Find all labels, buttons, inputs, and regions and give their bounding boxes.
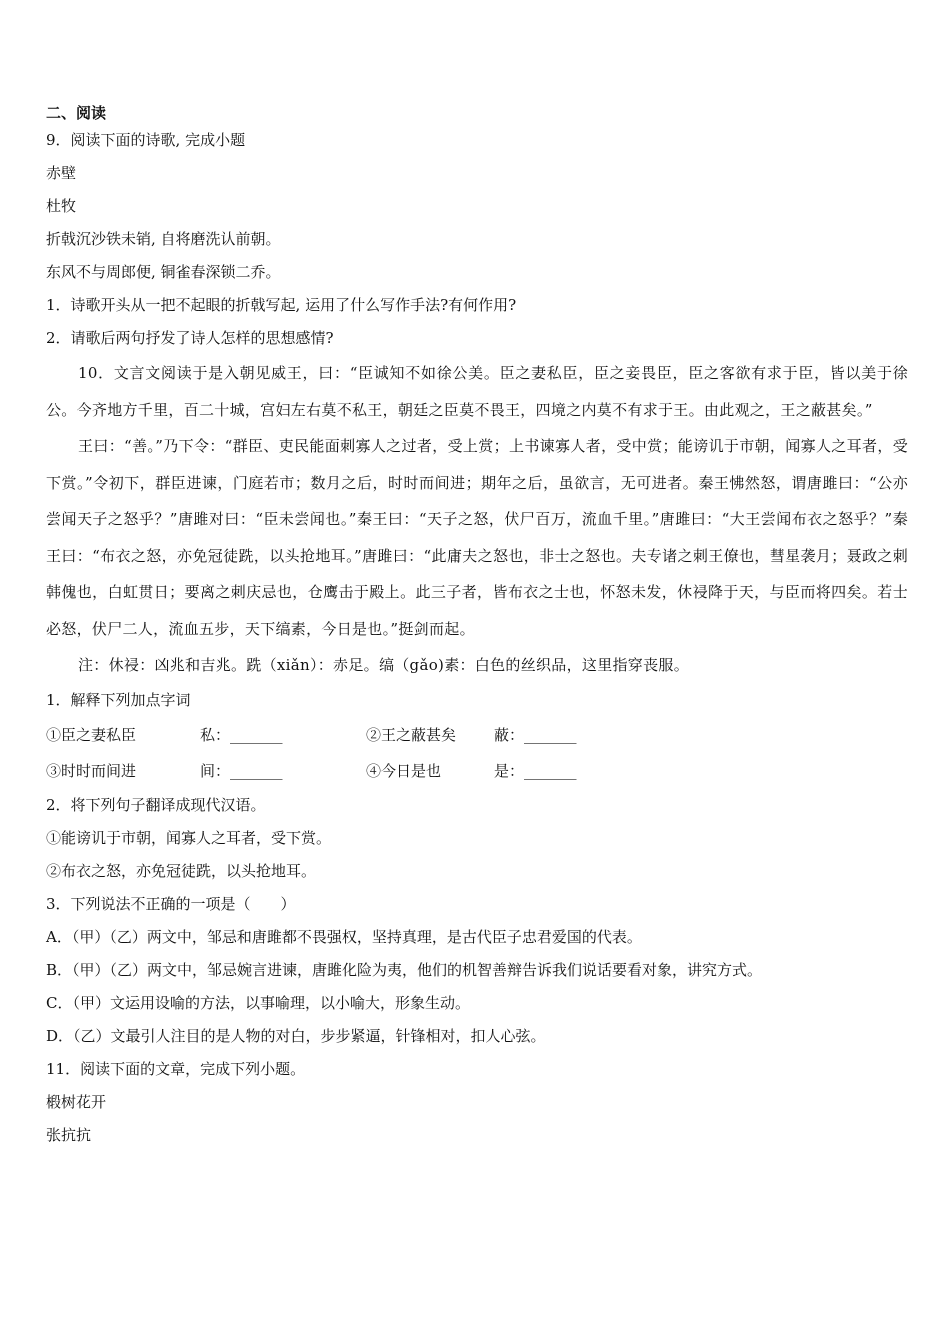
explain-sentence: ②王之蔽甚矣 bbox=[366, 725, 457, 744]
choice-option-d: D．（乙）文最引人注目的是人物的对白，步步紧逼，针锋相对，扣人心弦。 bbox=[46, 1026, 546, 1045]
poem-line: 折戟沉沙铁未销, 自将磨洗认前朝。 bbox=[46, 230, 281, 248]
q9-prompt: 9．阅读下面的诗歌, 完成小题 bbox=[46, 131, 246, 149]
article-author: 张抗抗 bbox=[46, 1125, 92, 1144]
q10-note: 注：休祲：凶兆和吉兆。跣（xiǎn）：赤足。缟（gǎo)素：白色的丝织品，这里指穿丧服。 bbox=[78, 656, 689, 674]
q10-passage-paragraph: 王曰：“善。”乃下令：“群臣、吏民能面刺寡人之过者，受上赏；上书谏寡人者，受中赏；能谤讥于市朝，闻寡人之耳者，受下赏。”令初下，群臣进谏，门庭若市；数月之后，时时而间进；期年之后，虽欲言，无可进者。秦王怫然怒，谓唐雎曰：“公亦尝闻天子之怒乎？”唐雎对曰：“臣未尝闻也。”秦王曰：“天子之怒，伏尸百万，流血千里。”唐雎曰：“大王尝闻布衣之怒乎？”秦王曰：“布衣之怒，亦免冠徒跣，以头抢地耳。”唐雎曰：“此庸夫之怒也，非士之怒也。夫专诸之刺王僚也，彗星袭月；聂政之刺韩傀也，白虹贯日；要离之刺庆忌也，仓鹰击于殿上。此三子者，皆布衣之士也，怀怒未发，休祲降于天，与臣而将四矣。若士必怒，伏尸二人，流血五步，天下缟素，今日是也。”挺剑而起。 bbox=[46, 437, 908, 638]
poem-title: 赤壁 bbox=[46, 164, 77, 182]
explain-sentence: ④今日是也 bbox=[366, 761, 442, 780]
article-title: 椴树花开 bbox=[46, 1092, 107, 1111]
translate-item: ①能谤讥于市朝，闻寡人之耳者，受下赏。 bbox=[46, 828, 332, 847]
explain-row bbox=[46, 753, 908, 789]
explain-blank: 蔽：_______ bbox=[494, 725, 577, 744]
q11-prompt: 11．阅读下面的文章，完成下列小题。 bbox=[46, 1059, 306, 1078]
section-title: 二、阅读 bbox=[46, 104, 107, 122]
explain-sentence: ①臣之妻私臣 bbox=[46, 725, 137, 744]
exam-page bbox=[46, 102, 908, 1152]
translate-prompt: 2．将下列句子翻译成现代汉语。 bbox=[46, 795, 266, 814]
choice-option-a: A．（甲）（乙）两文中，邹忌和唐雎都不畏强权，坚持真理，是古代臣子忠君爱国的代表。 bbox=[46, 927, 642, 946]
choice-prompt: 3．下列说法不正确的一项是（ ） bbox=[46, 894, 296, 913]
explain-prompt: 1．解释下列加点字词 bbox=[46, 690, 191, 709]
choice-option-c: C．（甲）文运用设喻的方法，以事喻理，以小喻大，形象生动。 bbox=[46, 993, 470, 1012]
q10-passage-paragraph: 10．文言文阅读于是入朝见威王，曰：“臣诚知不如徐公美。臣之妻私臣，臣之妾畏臣，臣之客欲有求于臣，皆以美于徐公。今齐地方千里，百二十城，宫妇左右莫不私王，朝廷之臣莫不畏王，四境之内莫不有求于王。由此观之，王之蔽甚矣。” bbox=[46, 364, 908, 419]
explain-blank: 私：_______ bbox=[200, 725, 283, 744]
choice-option-b: B．（甲）（乙）两文中，邹忌婉言进谏，唐雎化险为夷，他们的机智善辩告诉我们说话要看对象，讲究方式。 bbox=[46, 960, 763, 979]
explain-blank: 是：_______ bbox=[494, 761, 577, 780]
explain-sentence: ③时时而间进 bbox=[46, 761, 137, 780]
poem-line: 东风不与周郎便, 铜雀春深锁二乔。 bbox=[46, 263, 281, 281]
poem-author: 杜牧 bbox=[46, 197, 77, 215]
q9-question: 2．请歌后两句抒发了诗人怎样的思想感情? bbox=[46, 329, 334, 347]
explain-blank: 间：_______ bbox=[200, 761, 283, 780]
translate-item: ②布衣之怒，亦免冠徒跣，以头抢地耳。 bbox=[46, 861, 317, 880]
explain-row bbox=[46, 717, 908, 753]
q9-question: 1．诗歌开头从一把不起眼的折戟写起, 运用了什么写作手法?有何作用? bbox=[46, 296, 517, 314]
